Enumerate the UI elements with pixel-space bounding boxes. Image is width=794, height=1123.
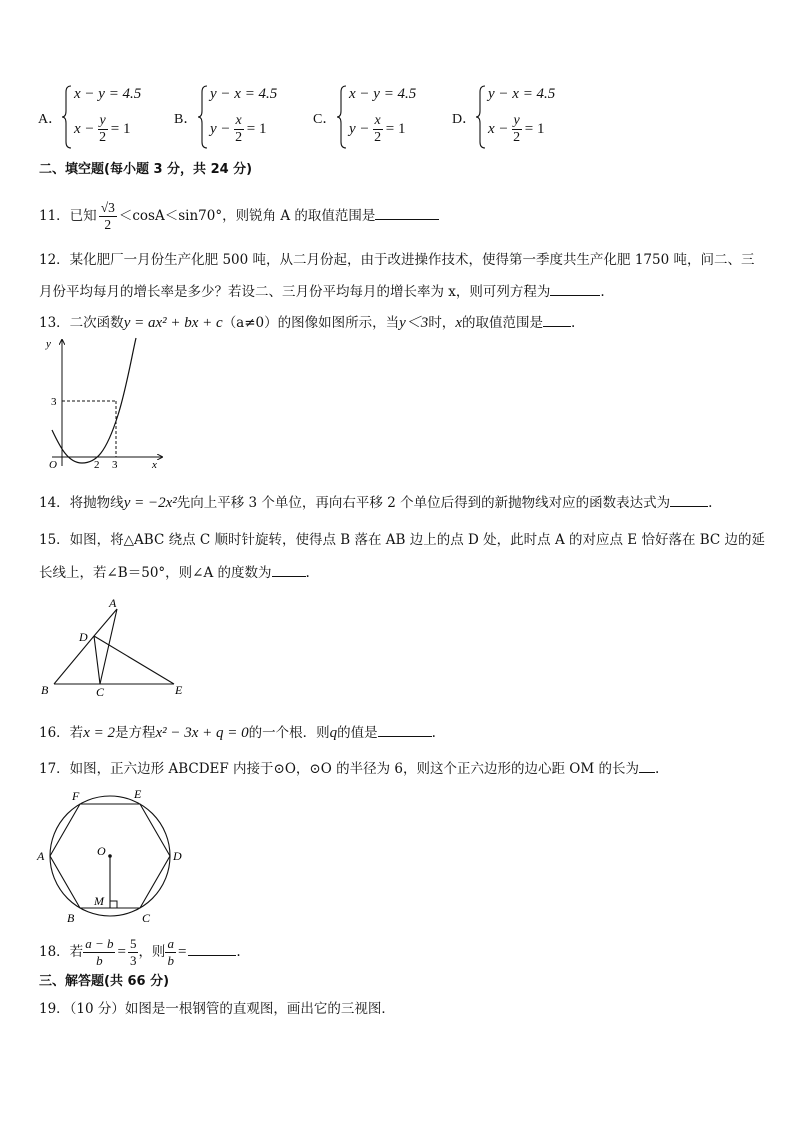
figure-17-hexagon [34, 784, 194, 924]
equation-2: x − $\frac{y}{2}$ = 1 [74, 113, 131, 145]
label-m: M [94, 894, 104, 908]
question-11: 11．已知 $\frac{√3}{2}$ ＜cosA＜sin70°，则锐角 A 的取值范围是 [39, 197, 439, 235]
question-14: 14．将抛物线y = −2x²先向上平移 3 个单位，再向右平移 2 个单位后得到的新抛物线对应的函数表达式为 . [39, 492, 712, 513]
equation-1: x − y = 4.5 [74, 86, 142, 102]
equation-2: x − $\frac{y}{2}$ = 1 [488, 113, 545, 145]
label-e: E [134, 787, 142, 801]
left-brace-icon [474, 84, 488, 150]
equation-1: y − x = 4.5 [210, 86, 278, 102]
question-16: 16．若x = 2是方程x² − 3x + q = 0的一个根．则q的值是 . [39, 722, 436, 743]
label-e: E [175, 683, 183, 697]
option-label: A． [38, 112, 63, 127]
left-brace-icon [60, 84, 74, 150]
equation-2: y − $\frac{x}{2}$ = 1 [349, 113, 406, 145]
label-a: A [109, 596, 117, 610]
answer-blank-11[interactable] [375, 205, 439, 220]
equation-1: x − y = 4.5 [349, 86, 417, 102]
option-label: D． [452, 112, 477, 127]
y-axis-label: y [46, 338, 51, 350]
option-label: C． [313, 112, 337, 127]
left-brace-icon [196, 84, 210, 150]
question-17: 17．如图，正六边形 ABCDEF 内接于⊙O，⊙O 的半径为 6，则这个正六边形的边心距 OM 的长为 . [39, 758, 659, 779]
y-tick-3: 3 [51, 396, 57, 408]
answer-blank-16[interactable] [378, 722, 432, 737]
section-3-title: 三、解答题(共 66 分) [39, 974, 170, 989]
origin-label: O [49, 459, 57, 471]
x-tick-2: 2 [94, 459, 100, 471]
option-label: B． [174, 112, 198, 127]
answer-blank-15[interactable] [272, 562, 306, 577]
label-d: D [173, 849, 182, 863]
question-19: 19．（10 分）如图是一根钢管的直观图，画出它的三视图． [39, 1001, 395, 1017]
label-a: A [37, 849, 45, 863]
label-b: B [67, 911, 75, 924]
figure-15-triangles [38, 594, 198, 702]
question-12-line1: 12．某化肥厂一月份生产化肥 500 吨，从二月份起，由于改进操作技术，使得第一季度共生产化肥 1750 吨，问二、三 [39, 252, 755, 268]
triangle-abc [54, 609, 117, 684]
equation-1: y − x = 4.5 [488, 86, 556, 102]
label-d: D [79, 630, 88, 644]
answer-blank-17[interactable] [639, 758, 655, 773]
label-o: O [97, 844, 106, 858]
x-axis-label: x [152, 459, 157, 471]
right-angle-mark [110, 901, 117, 908]
x-tick-3: 3 [112, 459, 118, 471]
answer-blank-13[interactable] [543, 312, 571, 327]
label-c: C [142, 911, 151, 924]
equation-2: y − $\frac{x}{2}$ = 1 [210, 113, 267, 145]
answer-blank-18[interactable] [188, 941, 236, 956]
left-brace-icon [335, 84, 349, 150]
center-point [108, 854, 112, 858]
label-b: B [41, 683, 49, 697]
figure-13-parabola [40, 335, 170, 475]
question-13: 13．二次函数y = ax² + bx + c（a≠0）的图像如图所示，当y＜3时，x的取值范围是 . [39, 312, 575, 333]
question-18: 18．若 $\frac{a - b}{b}$ = $\frac{5}{3}$ ，则 $\frac{a}{b}$ = . [39, 936, 241, 968]
question-12-line2: 月份平均每月的增长率是多少？若设二、三月份平均每月的增长率为 x，则可列方程为 . [39, 281, 605, 302]
question-15-line1: 15．如图，将△ABC 绕点 C 顺时针旋转，使得点 B 落在 AB 边上的点 D 处，此时点 A 的对应点 E 恰好落在 BC 边的延 [39, 532, 766, 548]
answer-blank-12[interactable] [550, 281, 600, 296]
segment-dc [94, 636, 100, 684]
answer-blank-14[interactable] [670, 492, 708, 507]
question-15-line2: 长线上，若∠B＝50°，则∠A 的度数为 . [39, 562, 310, 583]
label-f: F [72, 789, 80, 803]
section-2-title: 二、填空题(每小题 3 分，共 24 分) [39, 162, 253, 177]
label-c: C [96, 685, 105, 699]
